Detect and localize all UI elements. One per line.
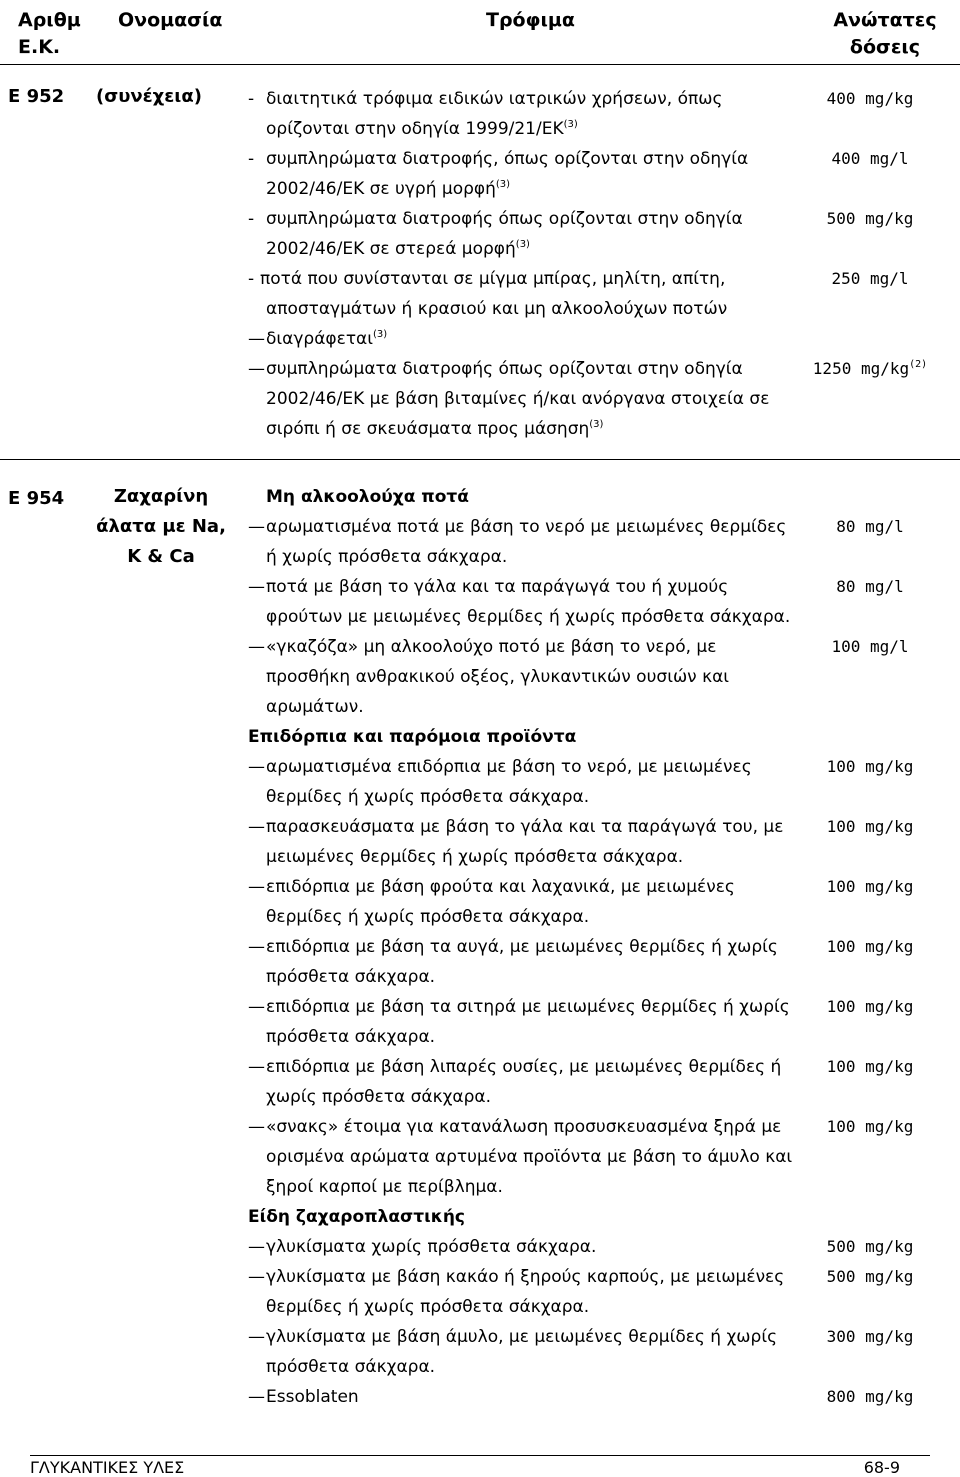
food-item-line: επιδόρπια με βάση τα αυγά, με μειωμένες θερμίδες ή χωρίς [266, 937, 778, 957]
food-item-line: αρωμάτων. [266, 697, 364, 717]
e952-dose-3: 500 mg/kg [826, 209, 914, 228]
dose-value: 500 mg/kg [826, 1237, 914, 1256]
food-item-line: ή χωρίς πρόσθετα σάκχαρα. [266, 547, 508, 567]
dose-value: 500 mg/kg [826, 1267, 914, 1286]
e952-line-5: συμπληρώματα διατροφής όπως ορίζονται στην οδηγία [266, 209, 743, 229]
header-name: Ονομασία [118, 9, 223, 31]
food-item-line: γλυκίσματα χωρίς πρόσθετα σάκχαρα. [266, 1237, 597, 1257]
dose-value: 80 mg/l [836, 517, 904, 536]
e952-line-10: συμπληρώματα διατροφής όπως ορίζονται στην οδηγία [266, 359, 743, 379]
food-item-line: γλυκίσματα με βάση κακάο ή ξηρούς καρπούς, με μειωμένες [266, 1267, 785, 1287]
dose-value: 800 mg/kg [826, 1387, 914, 1406]
e954-code: Ε 954 [8, 488, 65, 509]
section-heading: Επιδόρπια και παρόμοια προϊόντα [248, 727, 577, 747]
food-item-line: φρούτων με μειωμένες θερμίδες ή χωρίς πρόσθετα σάκχαρα. [266, 607, 791, 627]
food-item-line: επιδόρπια με βάση τα σιτηρά με μειωμένες θερμίδες ή χωρίς [266, 997, 790, 1017]
food-item-line: παρασκευάσματα με βάση το γάλα και τα παράγωγά του, με [266, 817, 784, 837]
e952-dose-5: 1250 mg/kg [812, 359, 910, 378]
dose-value: 100 mg/l [831, 637, 909, 656]
e952-doses: 400 mg/kg 400 mg/l 500 mg/kg 250 mg/l 1250 $mg/kg^{(2)}$ [780, 84, 960, 384]
e952-line-3: συμπληρώματα διατροφής, όπως ορίζονται στην οδηγία [266, 149, 749, 169]
dose-value: 100 mg/kg [826, 997, 914, 1016]
e952-line-7: ποτά που συνίστανται σε μίγμα μπίρας, μηλίτη, απίτη, [260, 269, 726, 289]
dose-value: 100 mg/kg [826, 877, 914, 896]
food-item-line: επιδόρπια με βάση φρούτα και λαχανικά, με μειωμένες [266, 877, 735, 897]
food-item-line: πρόσθετα σάκχαρα. [266, 967, 436, 987]
e952-line-6: 2002/46/ΕΚ σε στερεά μορφή [266, 239, 516, 259]
food-item-line: θερμίδες ή χωρίς πρόσθετα σάκχαρα. [266, 787, 590, 807]
food-item-line: ποτά με βάση το γάλα και τα παράγωγά του ή χυμούς [266, 577, 729, 597]
e952-dose-1: 400 mg/kg [826, 89, 914, 108]
food-item-line: θερμίδες ή χωρίς πρόσθετα σάκχαρα. [266, 907, 590, 927]
food-item-line: γλυκίσματα με βάση άμυλο, με μειωμένες θερμίδες ή χωρίς [266, 1327, 778, 1347]
section-heading: Μη αλκοολούχα ποτά [266, 487, 469, 507]
section-heading: Είδη ζαχαροπλαστικής [248, 1207, 466, 1227]
e952-dose-2: 400 mg/l [831, 149, 909, 168]
e952-food-list: - διαιτητικά τρόφιμα ειδικών ιατρικών χρήσεων, όπως ορίζονται στην οδηγία 1999/21/ΕΚ$^{(3)}$ - συμπληρώματα διατροφής, όπως ορίζονται στην οδηγία 2002/46/ΕΚ σε υγρή μορφή$^{(3)}$ - συμπληρώματα διατροφής όπως ορίζονται στην οδηγία 2002/46/ΕΚ σε στερεά μορφή$^{(3)}$ - ποτά που συνίστανται σε μίγμα μπίρας, μηλίτη, απίτη, αποσταγμάτων ή κρασιού και μη αλκοολούχων ποτών — διαγράφεται$^{(3)}$ — συμπληρώματα διατροφής όπως ορίζονται στην οδηγία 2002/46/ΕΚ με βάση βιταμίνες ή/και ανόργανα στοιχεία σε σιρόπι ή σε σκευάσματα προς μάσηση$^{(3)}$ [248, 84, 808, 444]
e952-line-1: διαιτητικά τρόφιμα ειδικών ιατρικών χρήσεων, όπως [266, 89, 723, 109]
e954-doses [780, 482, 960, 1412]
e954-food-list: Μη αλκοολούχα ποτά — αρωματισμένα ποτά με βάση το νερό με μειωμένες θερμίδες ή χωρίς πρόσθετα σάκχαρα. — ποτά με βάση το γάλα και τα παράγωγά του ή χυμούς φρούτων με μειωμένες θερμίδες ή χωρίς πρόσθετα σάκχαρα. — «γκαζόζα» μη αλκοολούχο ποτό με βάση το νερό, με προσθήκη ανθρακικού οξέος, γλυκαντικών ουσιών και αρωμάτων. Επιδόρπια και παρόμοια προϊόντα — αρωματισμένα επιδόρπια με βάση το νερό, με μειωμένες θερμίδες ή χωρίς πρόσθετα σάκχαρα. — παρασκευάσματα με βάση το γάλα και τα παράγωγά του, με μειωμένες θερμίδες ή χωρίς πρόσθετα σάκχαρα. — επιδόρπια με βάση φρούτα και λαχανικά, με μειωμένες θερμίδες ή χωρίς πρόσθετα σάκχαρα. — επιδόρπια με βάση τα αυγά, με μειωμένες θερμίδες ή χωρίς πρόσθετα σάκχαρα. — επιδόρπια με βάση τα σιτηρά με μειωμένες θερμίδες ή χωρίς πρόσθετα σάκχαρα. — επιδόρπια με βάση λιπαρές ουσίες, με μειωμένες θερμίδες ή χωρίς πρόσθετα σάκχαρα. — «σνακς» έτοιμα για κατανάλωση προσυσκευασμένα ξηρά με ορισμένα αρώματα αρτυμένα προϊόντα με βάση το άμυλο και ξηροί καρποί με περίβλημα. Είδη ζαχαροπλαστικής — γλυκίσματα χωρίς πρόσθετα σάκχαρα. — γλυκίσματα με βάση κακάο ή ξηρούς καρπούς, με μειωμένες θερμίδες ή χωρίς πρόσθετα σάκχαρα. — γλυκίσματα με βάση άμυλο, με μειωμένες θερμίδες ή χωρίς πρόσθετα σάκχαρα. — Essoblaten [248, 482, 808, 1412]
food-item-line: πρόσθετα σάκχαρα. [266, 1027, 436, 1047]
food-item-line: αρωματισμένα ποτά με βάση το νερό με μειωμένες θερμίδες [266, 517, 787, 537]
header-code: Αριθμ Ε.Κ. [18, 9, 81, 58]
food-item-line: ξηροί καρποί με περίβλημα. [266, 1177, 503, 1197]
e952-line-9: διαγράφεται [266, 329, 374, 349]
dose-value: 100 mg/kg [826, 1057, 914, 1076]
header-dose: Ανώτατες δόσεις [833, 9, 937, 58]
food-item-line: πρόσθετα σάκχαρα. [266, 1357, 436, 1377]
e952-dose-4: 250 mg/l [831, 269, 909, 288]
food-item-line: «σνακς» έτοιμα για κατανάλωση προσυσκευασμένα ξηρά με [266, 1117, 782, 1137]
food-item-line: μειωμένες θερμίδες ή χωρίς πρόσθετα σάκχαρα. [266, 847, 684, 867]
footer-rule [30, 1455, 930, 1456]
food-item-line: ορισμένα αρώματα αρτυμένα προϊόντα με βάση το άμυλο και [266, 1147, 793, 1167]
e952-name: (συνέχεια) [96, 86, 202, 107]
dose-value: 100 mg/kg [826, 937, 914, 956]
page-number: 68-9 [863, 1458, 900, 1477]
food-item-line: θερμίδες ή χωρίς πρόσθετα σάκχαρα. [266, 1297, 590, 1317]
section-rule [0, 459, 960, 460]
footer-title: ΓΛΥΚΑΝΤΙΚΕΣ ΥΛΕΣ [30, 1458, 185, 1477]
food-item-line: «γκαζόζα» μη αλκοολούχο ποτό με βάση το νερό, με [266, 637, 717, 657]
e952-line-11: 2002/46/ΕΚ με βάση βιταμίνες ή/και ανόργανα στοιχεία σε [266, 389, 770, 409]
food-item-line: επιδόρπια με βάση λιπαρές ουσίες, με μειωμένες θερμίδες ή [266, 1057, 782, 1077]
dose-value: 100 mg/kg [826, 1117, 914, 1136]
header-food: Τρόφιμα [486, 9, 575, 31]
food-item-line: αρωματισμένα επιδόρπια με βάση το νερό, με μειωμένες [266, 757, 752, 777]
food-item-line: χωρίς πρόσθετα σάκχαρα. [266, 1087, 492, 1107]
header-rule [0, 64, 960, 65]
e952-line-2: ορίζονται στην οδηγία 1999/21/ΕΚ [266, 119, 564, 139]
dose-value: 100 mg/kg [826, 757, 914, 776]
e954-name: Ζαχαρίνη άλατα με Na, K & Ca [96, 486, 226, 567]
dose-value: 100 mg/kg [826, 817, 914, 836]
dose-value: 80 mg/l [836, 577, 904, 596]
food-item-line: Essoblaten [266, 1387, 359, 1407]
e952-line-4: 2002/46/ΕΚ σε υγρή μορφή [266, 179, 496, 199]
dose-value: 300 mg/kg [826, 1327, 914, 1346]
e952-code: Ε 952 [8, 86, 65, 107]
e952-line-12: σιρόπι ή σε σκευάσματα προς μάσηση [266, 419, 590, 439]
food-item-line: προσθήκη ανθρακικού οξέος, γλυκαντικών ουσιών και [266, 667, 730, 687]
e952-line-8: αποσταγμάτων ή κρασιού και μη αλκοολούχων ποτών [266, 299, 728, 319]
